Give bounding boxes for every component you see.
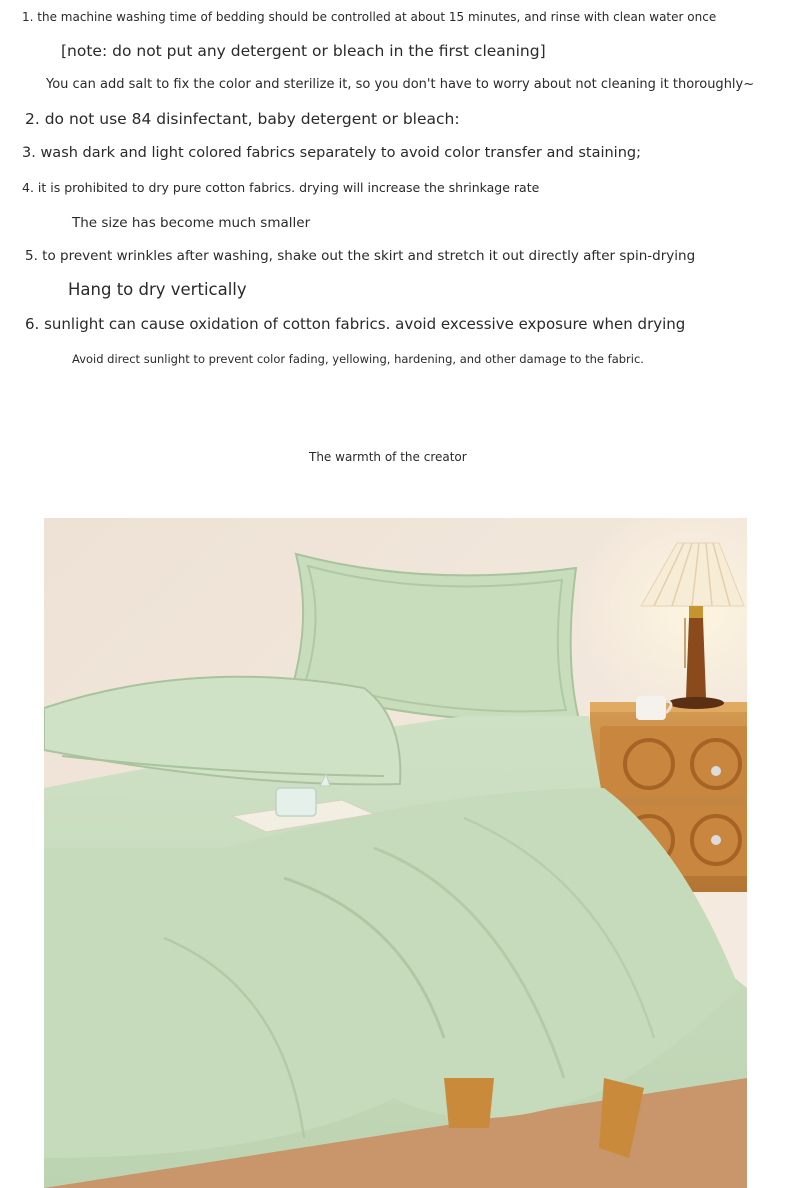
instruction-hang-note: Hang to dry vertically bbox=[68, 280, 247, 299]
instruction-note: [note: do not put any detergent or bleach in the first cleaning] bbox=[61, 42, 546, 60]
coffee-mug bbox=[636, 696, 671, 720]
instruction-sunlight-note: Avoid direct sunlight to prevent color fading, yellowing, hardening, and other damage to the fabric. bbox=[72, 352, 644, 366]
instruction-shrink-note: The size has become much smaller bbox=[72, 215, 311, 231]
caption: The warmth of the creator bbox=[309, 450, 467, 464]
instruction-2: 2. do not use 84 disinfectant, baby detergent or bleach: bbox=[25, 110, 460, 128]
instruction-6: 6. sunlight can cause oxidation of cotton fabrics. avoid excessive exposure when drying bbox=[25, 315, 686, 333]
instruction-salt-tip: You can add salt to fix the color and sterilize it, so you don't have to worry about not cleaning it thoroughly~ bbox=[46, 77, 755, 92]
instruction-5: 5. to prevent wrinkles after washing, shake out the skirt and stretch it out directly after spin-drying bbox=[25, 248, 696, 264]
instruction-4: 4. it is prohibited to dry pure cotton fabrics. drying will increase the shrinkage rate bbox=[22, 180, 540, 195]
bedding-photo bbox=[44, 518, 747, 1188]
instruction-1: 1. the machine washing time of bedding should be controlled at about 15 minutes, and rinse with clean water once bbox=[22, 10, 717, 24]
instruction-3: 3. wash dark and light colored fabrics separately to avoid color transfer and staining; bbox=[22, 145, 641, 161]
